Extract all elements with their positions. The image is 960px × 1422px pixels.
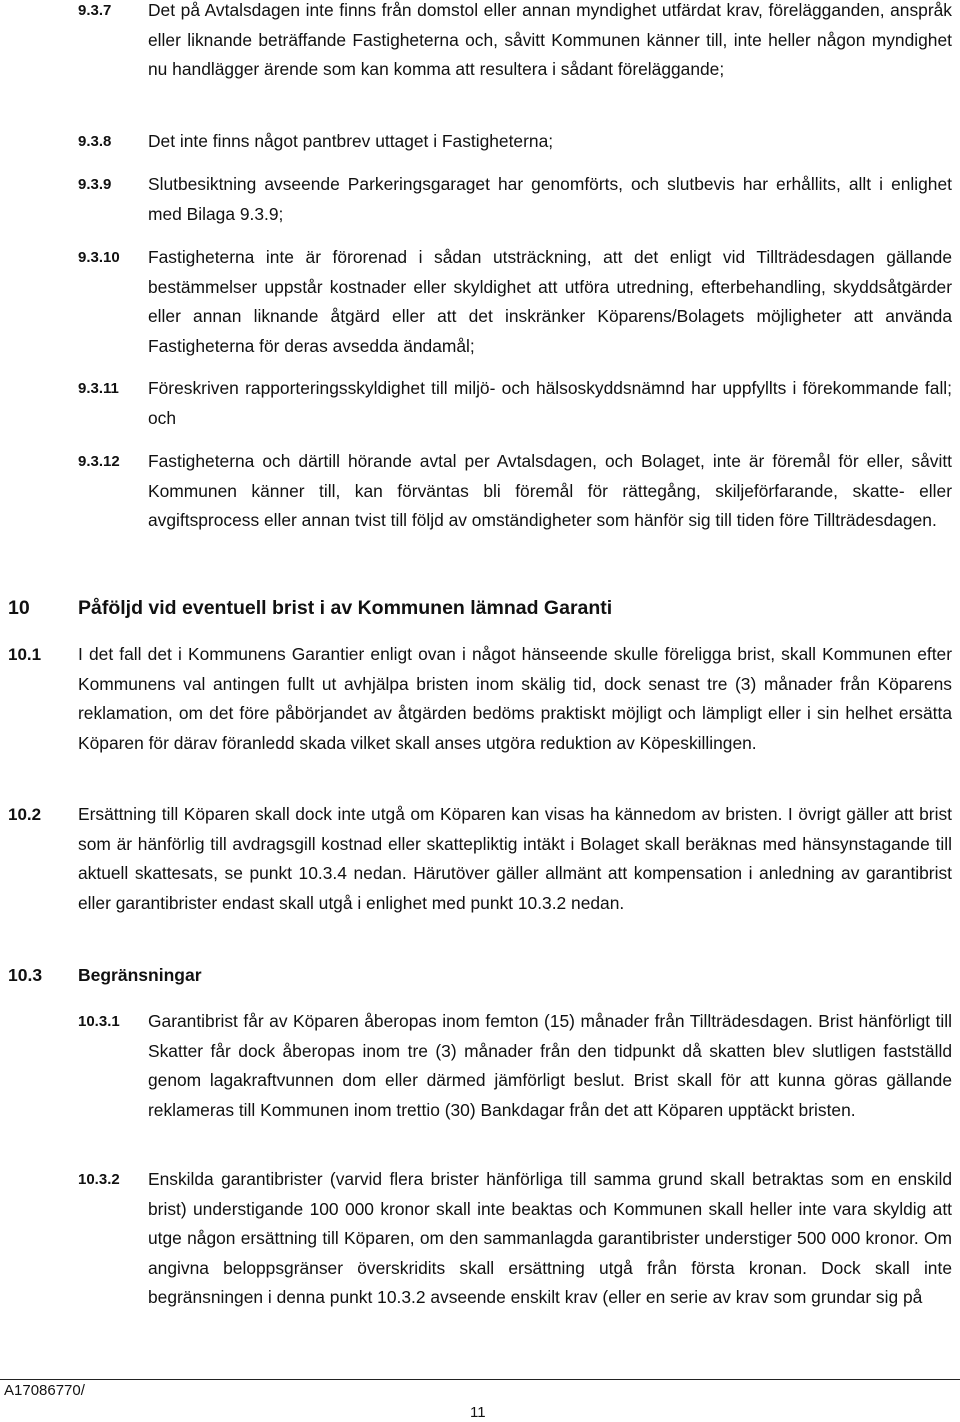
section-number: 10 xyxy=(8,597,30,619)
clause-number: 10.1 xyxy=(8,645,42,664)
subsection-number: 10.3 xyxy=(8,965,43,985)
document-id: A17086770/ xyxy=(4,1382,85,1399)
subsection-title: Begränsningar xyxy=(78,965,202,985)
clause-number: 9.3.8 xyxy=(78,133,112,150)
clause-number: 9.3.7 xyxy=(78,2,112,19)
page-number: 11 xyxy=(470,1404,486,1421)
clause-text: Garantibrist får av Köparen åberopas inom femton (15) månader från Tillträdesdagen. Brist hänförligt till Skatter får dock åberopas inom tre (3) månader från den tidpunkt då skatten blev slutligen fastställd genom lagakraftvunnen dom eller därmed jämförligt beslut. Brist skall för att kunna göras gällande reklameras till Kommunen inom trettio (30) Bankdagar från det att Köparen upptäckt bristen. xyxy=(148,1011,952,1120)
clause-number: 9.3.10 xyxy=(78,249,120,266)
clause-number: 9.3.12 xyxy=(78,453,120,470)
clause-text: Det inte finns något pantbrev uttaget i Fastigheterna; xyxy=(148,131,554,151)
clause-text: Det på Avtalsdagen inte finns från domstol eller annan myndighet utfärdat krav, förelägganden, anspråk eller liknande beträffande Fastigheterna och, såvitt Kommunen känner till, inte heller någon myndighet nu handlägger ärende som kan komma att resultera i sådant föreläggande; xyxy=(148,0,952,79)
section-title: Påföljd vid eventuell brist i av Kommunen lämnad Garanti xyxy=(78,597,613,619)
clause-text: Fastigheterna inte är förorenad i sådan utsträckning, att det enligt vid Tillträdesdagen gällande bestämmelser uppstår kostnader eller skyldighet att utföra utredning, efterbehandling, skyddsåtgärder eller annan liknande åtgärd eller att det inskränker Köparens/Bolagets möjligheter att använda Fastigheterna för deras avsedda ändamål; xyxy=(148,247,952,356)
clause-number: 10.2 xyxy=(8,805,42,824)
clause-text: Enskilda garantibrister (varvid flera brister hänförliga till samma grund skall betraktas som en enskild brist) understigande 100 000 kronor skall inte beaktas och Kommunen skall heller inte vara skyldig att utge någon ersättning till Köparen, om den sammanlagda garantibrister understiger 500 000 kronor. Om angivna beloppsgränser överskridits skall ersättning utgå från första kronan. Dock skall inte begränsningen i denna punkt 10.3.2 avseende enskilt krav (eller en serie av krav som grundar sig på xyxy=(148,1169,952,1307)
clause-number: 9.3.11 xyxy=(78,380,119,397)
clause-text: Föreskriven rapporteringsskyldighet till miljö- och hälsoskyddsnämnd har uppfyllts i förekommande fall; och xyxy=(148,378,952,428)
clause-text: I det fall det i Kommunens Garantier enligt ovan i något hänseende skulle föreligga brist, skall Kommunen efter Kommunens val antingen fullt ut avhjälpa bristen inom skälig tid, dock senast tre (3) månader från Köparens reklamation, om det före påbörjandet av åtgärden bedöms praktiskt möjligt och lämpligt eller i sin helhet ersätta Köparen för därav föranledd skada vilket skall anses utgöra reduktion av Köpeskillingen. xyxy=(78,644,952,753)
clause-text: Ersättning till Köparen skall dock inte utgå om Köparen kan visas ha kännedom av bristen. I övrigt gäller att brist som är hänförlig till avdragsgill kostnad eller skattepliktig intäkt i Bolaget skall beräknas med hänsynstagande till aktuell skattesats, se punkt 10.3.4 nedan. Härutöver gäller allmänt att kompensation i anledning av garantibrist eller garantibrister endast skall utgå i enlighet med punkt 10.3.2 nedan. xyxy=(78,804,952,913)
footer-divider xyxy=(0,1379,960,1380)
clause-text: Fastigheterna och därtill hörande avtal per Avtalsdagen, och Bolaget, inte är föremål för eller, såvitt Kommunen känner till, kan förväntas bli föremål för rättegång, skiljeförfarande, skatte- eller avgiftsprocess eller annan tvist till följd av omständigheter som hänför sig till tiden före Tillträdesdagen. xyxy=(148,451,952,530)
clause-number: 9.3.9 xyxy=(78,176,112,193)
clause-number: 10.3.2 xyxy=(78,1171,120,1188)
clause-text: Slutbesiktning avseende Parkeringsgaraget har genomförts, och slutbevis har erhållits, allt i enlighet med Bilaga 9.3.9; xyxy=(148,174,952,224)
clause-number: 10.3.1 xyxy=(78,1013,120,1030)
